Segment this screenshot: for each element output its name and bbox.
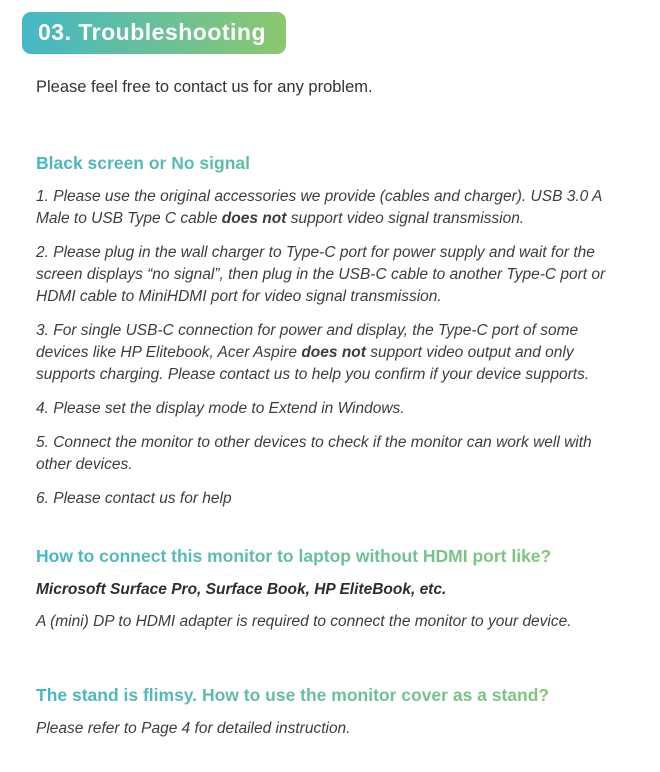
list-item-6: 6. Please contact us for help <box>36 490 232 507</box>
list-item-3-text-end: support video output and only supports charging. Please contact us to help you confirm if your device supports. <box>36 344 590 383</box>
page <box>22 12 626 740</box>
section-heading-hdmi-port: How to connect this monitor to laptop without HDMI port like? <box>36 546 626 567</box>
list-item-1-bold: does not <box>221 210 287 227</box>
adapter-note-text: A (mini) DP to HDMI adapter is required to connect the monitor to your device. <box>36 613 572 630</box>
section-heading-stand: The stand is flimsy. How to use the monitor cover as a stand? <box>36 685 626 706</box>
list-item-3 <box>36 320 611 386</box>
list-item-3-bold: does not <box>301 344 366 361</box>
section-black-screen <box>36 153 626 510</box>
device-examples-text: Microsoft Surface Pro, Surface Book, HP EliteBook, etc. <box>36 581 447 598</box>
list-item-2: 2. Please plug in the wall charger to Type-C port for power supply and wait for the screen displays “no signal”, then plug in the USB-C cable to another Type-C port or HDMI cable to MiniHDMI port for video signal transmission. <box>36 244 606 305</box>
section-number-badge: 03. Troubleshooting <box>22 12 286 54</box>
list-item-1 <box>36 186 611 230</box>
list-item-4: 4. Please set the display mode to Extend in Windows. <box>36 400 405 417</box>
list-item-1-text-end: support video signal transmission. <box>286 210 525 227</box>
list-item-3-text: 3. For single USB-C connection for power and display, the Type-C port of some devices like HP Elitebook, Acer Aspire <box>36 322 579 361</box>
section-heading-black-screen: Black screen or No signal <box>36 153 626 174</box>
intro-text: Please feel free to contact us for any problem. <box>36 78 373 96</box>
section-stand <box>36 685 626 740</box>
section-hdmi-port <box>36 546 626 633</box>
stand-note-text: Please refer to Page 4 for detailed instruction. <box>36 720 351 737</box>
list-item-1-text: 1. Please use the original accessories we provide (cables and charger). USB 3.0 A Male to USB Type C cable <box>36 188 602 227</box>
list-item-5: 5. Connect the monitor to other devices to check if the monitor can work well with other devices. <box>36 434 592 473</box>
